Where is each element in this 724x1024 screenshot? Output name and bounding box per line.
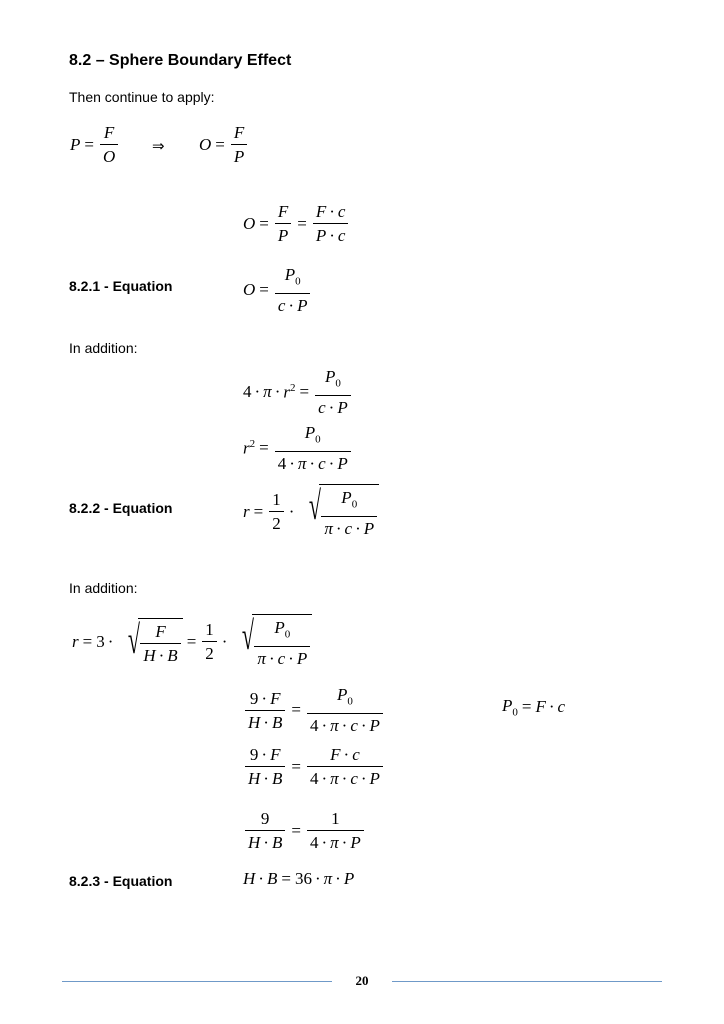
footer-rule-left [62,981,332,982]
equation-8-2-2: r = $\frac{1}{2}$ · √ $\frac{P_0}{\pi \cdot c \cdot P}$ [243,484,379,539]
footer-rule-right [392,981,662,982]
page-number: 20 [355,973,369,988]
section-title: 8.2 – Sphere Boundary Effect [69,52,292,69]
formula-4-pi-r-squared: 4 · π · $r^2$ = $\frac{P_0}{c \cdot P}$ [243,366,353,418]
equation-8-2-3: H · B = 36 · π · P [243,869,355,888]
equation-label-8-2-2: 8.2.2 - Equation [69,500,173,516]
equation-label-8-2-3: 8.2.3 - Equation [69,873,173,889]
formula-9f-p0: $\frac{9 \cdot F}{H \cdot B}$ = $\frac{P_0}{4 \cdot \pi \cdot c \cdot P}$ [243,684,385,736]
formula-r-three-sqrt: r = 3 · √ $\frac{F}{H \cdot B}$ = $\frac{1}{2}$ · √ $\frac{P_0}{\pi \cdot c \cdot P}$ [72,614,312,669]
implies-icon: ⇒ [152,137,165,155]
formula-r-squared: $r^2$ = $\frac{P_0}{4 \cdot \pi \cdot c \cdot P}$ [243,422,353,474]
equation-8-2-1: O = $\frac{P_0}{c \cdot P}$ [243,264,312,316]
formula-o-equals-f-over-p: O = $\frac{F}{P}$ [199,122,249,167]
in-addition-text-1: In addition: [69,340,138,356]
formula-9-over-hb: $\frac{9}{H \cdot B}$ = $\frac{1}{4 \cdot \pi \cdot P}$ [243,808,366,853]
formula-p0-equals-fc: $P_0$ = F · c [502,696,566,719]
formula-9f-fc: $\frac{9 \cdot F}{H \cdot B}$ = $\frac{F \cdot c}{4 \cdot \pi \cdot c \cdot P}$ [243,744,385,789]
intro-text: Then continue to apply: [69,89,215,105]
formula-o-fc-over-pc: O = $\frac{F}{P}$ = $\frac{F \cdot c}{P \cdot c}$ [243,201,350,246]
in-addition-text-2: In addition: [69,580,138,596]
formula-p-equals-f-over-o: P = $\frac{F}{O}$ [70,122,120,167]
equation-label-8-2-1: 8.2.1 - Equation [69,278,173,294]
